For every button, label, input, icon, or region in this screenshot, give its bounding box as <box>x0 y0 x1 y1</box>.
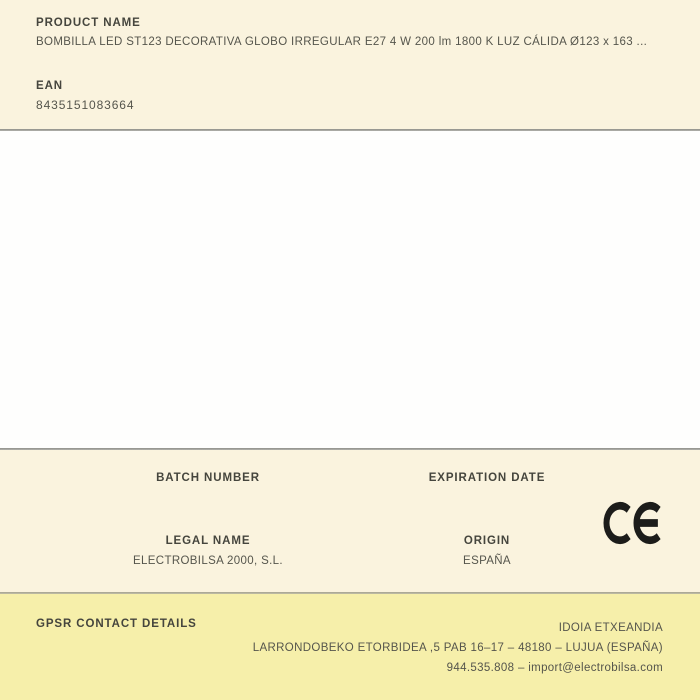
product-info-section <box>0 0 700 129</box>
product-name-value: BOMBILLA LED ST123 DECORATIVA GLOBO IRREGULAR E27 4 W 200 lm 1800 K LUZ CÁLIDA Ø123 x 163 ... <box>36 36 648 48</box>
gpsr-contact-details-label: GPSR CONTACT DETAILS <box>36 618 197 630</box>
contact-details-block <box>253 618 663 678</box>
legal-name-value: ELECTROBILSA 2000, S.L. <box>133 555 283 567</box>
origin-value: ESPAÑA <box>463 555 511 567</box>
gpsr-contact-section <box>0 594 700 700</box>
batch-number-label: BATCH NUMBER <box>156 472 260 484</box>
contact-name: IDOIA ETXEANDIA <box>558 622 663 634</box>
contact-phone-email: 944.535.808 – import@electrobilsa.com <box>446 662 663 674</box>
legal-name-label: LEGAL NAME <box>165 535 251 547</box>
details-section <box>0 450 700 592</box>
expiration-date-label: EXPIRATION DATE <box>428 472 546 484</box>
origin-label: ORIGIN <box>463 535 511 547</box>
product-name-label: PRODUCT NAME <box>36 17 141 29</box>
blank-section <box>0 131 700 448</box>
contact-address: LARRONDOBEKO ETORBIDEA ,5 PAB 16–17 – 48180 – LUJUA (ESPAÑA) <box>252 642 663 654</box>
ean-label: EAN <box>36 80 63 92</box>
ce-mark-icon <box>602 500 668 546</box>
ean-value: 8435151083664 <box>36 98 135 112</box>
